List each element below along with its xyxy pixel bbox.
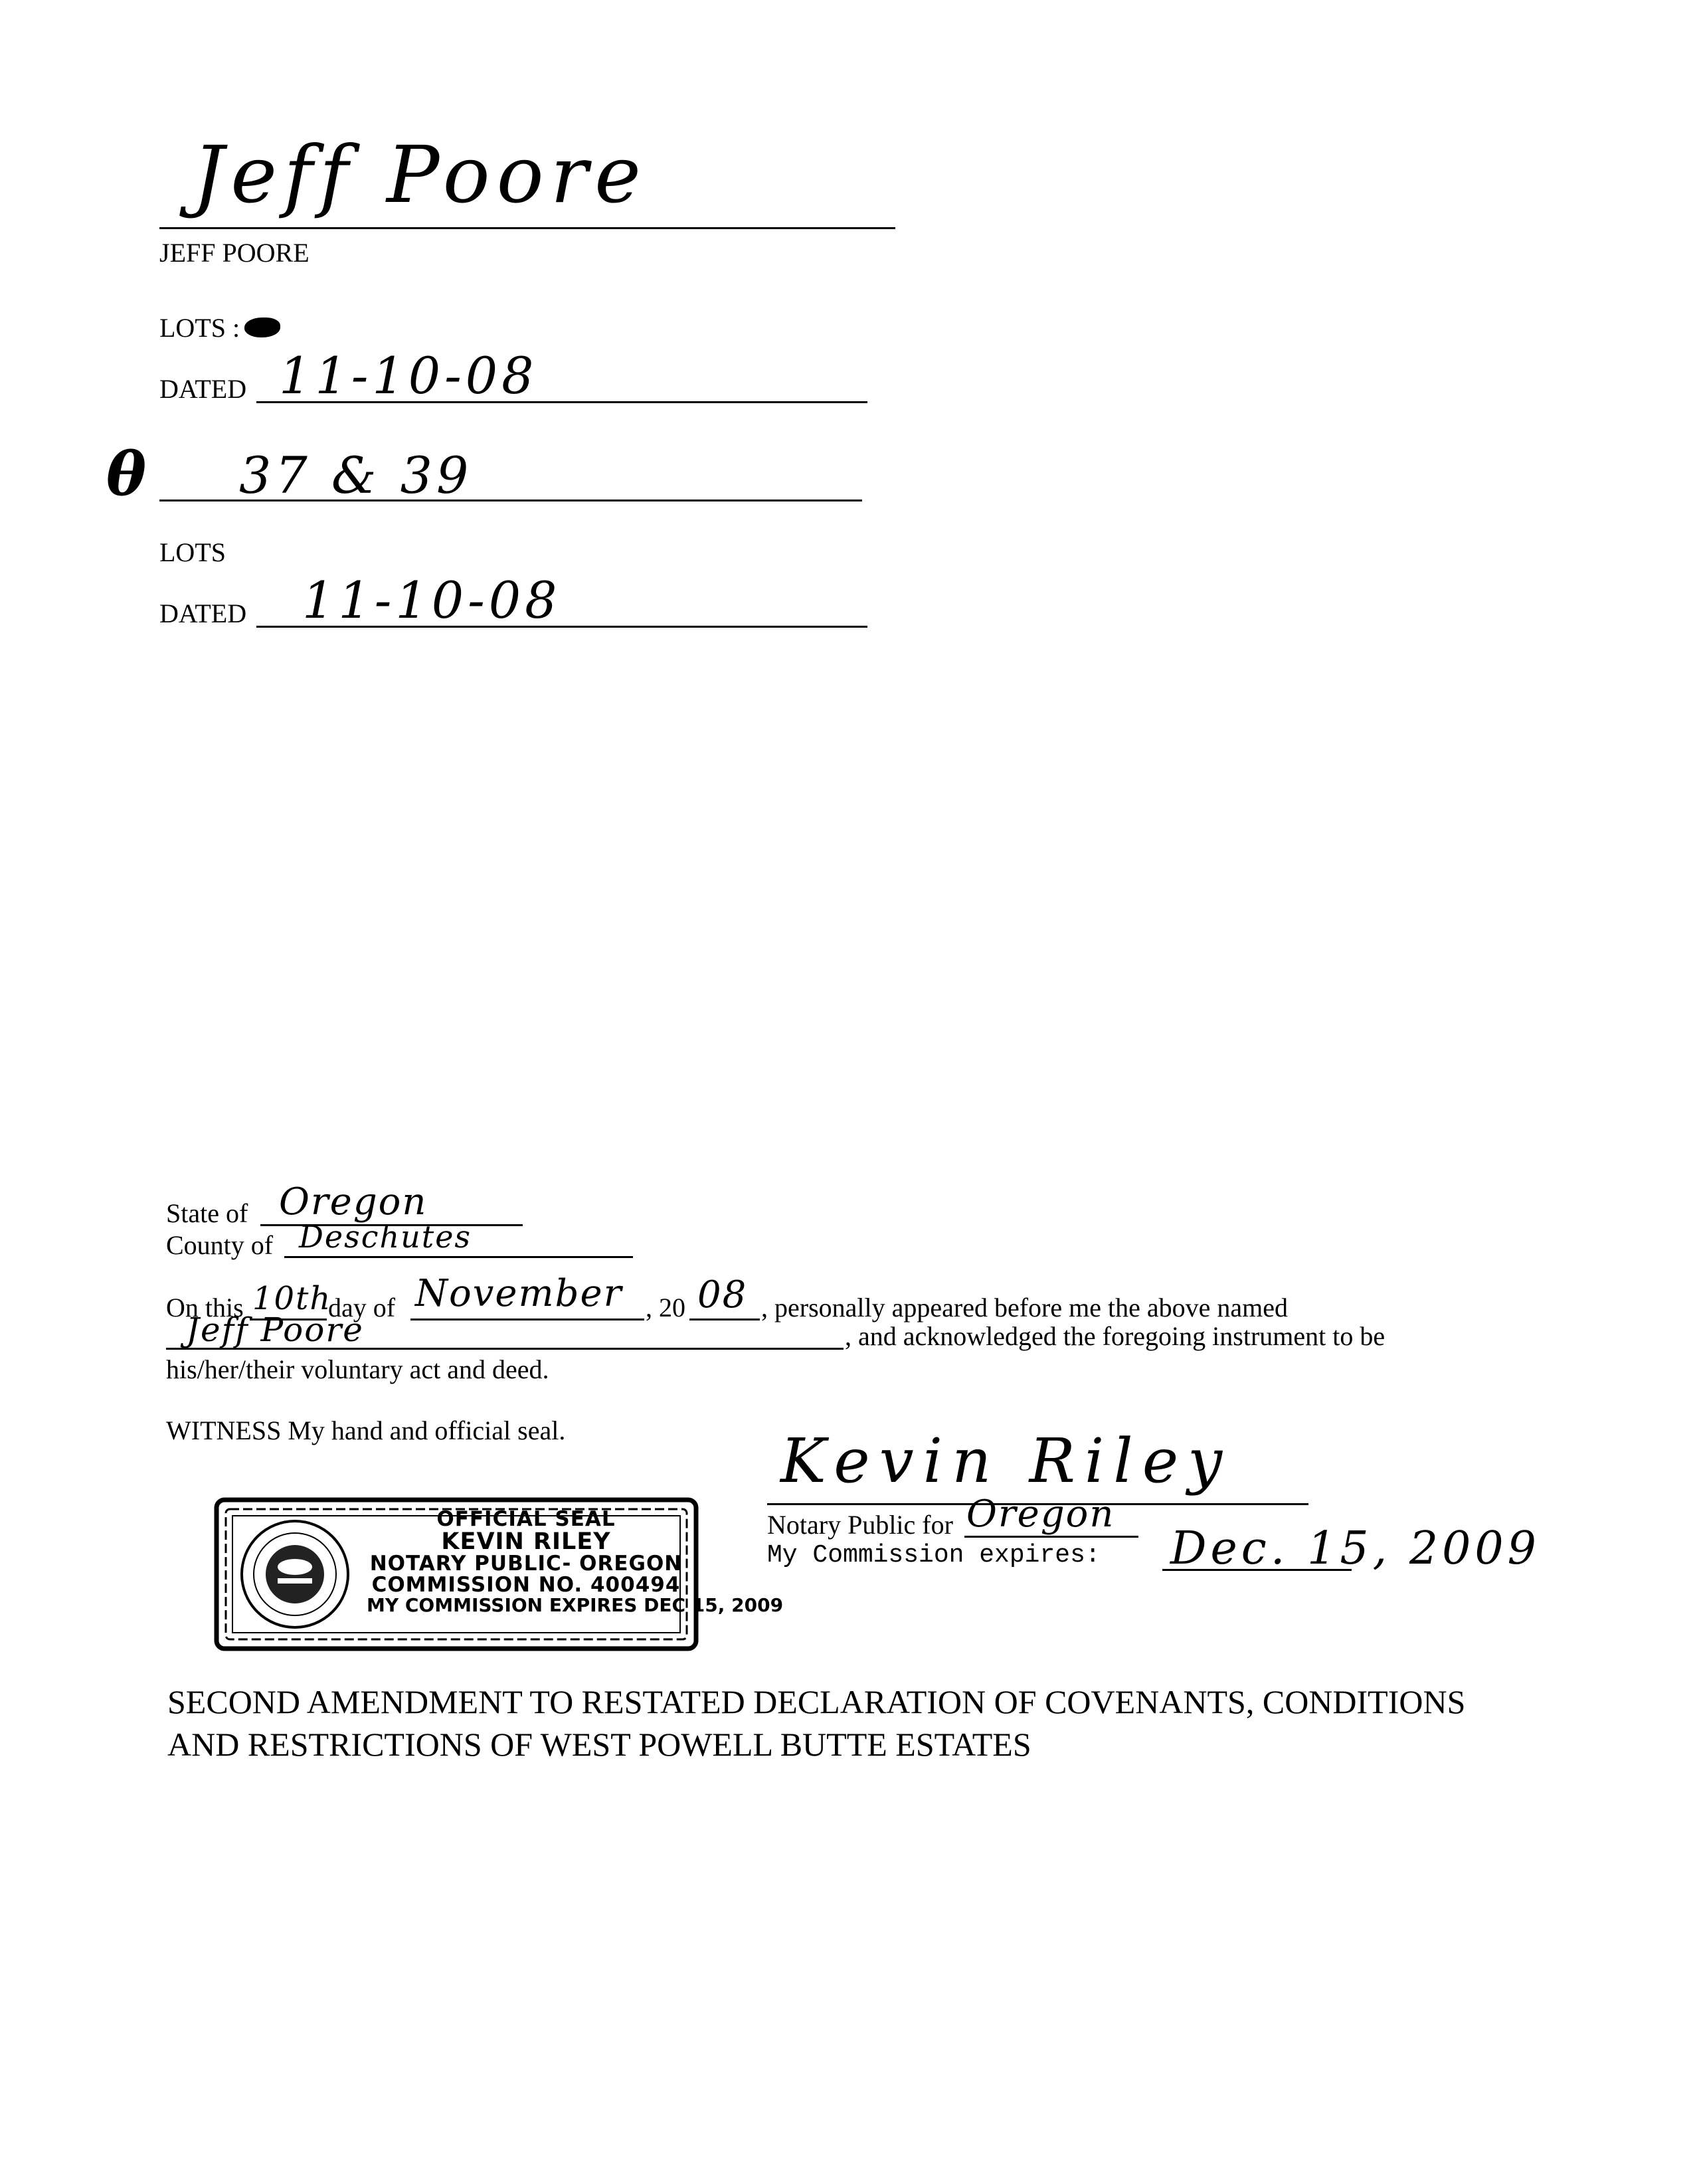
lots-label-2: LOTS (159, 537, 226, 567)
document-title-line-1: SECOND AMENDMENT TO RESTATED DECLARATION OF COVENANTS, CONDITIONS (167, 1683, 1466, 1720)
notary-signature: Kevin Riley (780, 1425, 1232, 1497)
county-value: Deschutes (299, 1219, 472, 1255)
year-value: 08 (697, 1273, 748, 1317)
seal-line-2: KEVIN RILEY (441, 1528, 611, 1555)
county-label: County of (166, 1230, 274, 1260)
signer-name: JEFF POORE (159, 238, 310, 268)
voluntary-text: his/her/their voluntary act and deed. (166, 1354, 549, 1384)
seal-text-block (367, 1507, 784, 1616)
seal-line-5: MY COMMISSION EXPIRES DEC 15, 2009 (367, 1593, 784, 1616)
month-value: November (415, 1272, 623, 1315)
signature-line (159, 227, 895, 229)
year-prefix: , 20 (646, 1293, 685, 1322)
notary-public-label: Notary Public for (767, 1510, 953, 1540)
state-label: State of (166, 1198, 248, 1228)
state-value: Oregon (279, 1180, 428, 1224)
commission-value: Dec. 15, 2009 (1170, 1522, 1540, 1575)
lots-label: LOTS : (159, 313, 240, 343)
official-seal-stamp (214, 1497, 784, 1651)
document-title (167, 1681, 1695, 1766)
acknowledged-text: , and acknowledged the foregoing instrument to be (845, 1321, 1385, 1351)
redaction-mark (244, 318, 280, 337)
appeared-text: , personally appeared before me the above named (761, 1293, 1288, 1322)
appeared-name: Jeff Poore (186, 1311, 364, 1349)
day-of-label: day of (328, 1293, 396, 1322)
commission-label: My Commission expires: (767, 1541, 1101, 1570)
month-line (410, 1319, 644, 1320)
margin-mark: θ (106, 439, 151, 509)
lots-value: 37 & 39 (239, 446, 473, 505)
signer-signature: Jeff Poore (193, 129, 648, 221)
seal-line-1: OFFICIAL SEAL (436, 1507, 616, 1531)
dated-value-2: 11-10-08 (302, 571, 561, 630)
on-this-label: On this (166, 1293, 244, 1322)
day-value: 10th (252, 1280, 332, 1317)
notary-public-state: Oregon (966, 1493, 1115, 1536)
document-title-line-2: AND RESTRICTIONS OF WEST POWELL BUTTE ESTATES (167, 1726, 1031, 1763)
seal-line-4: COMMISSION NO. 400494 (371, 1572, 681, 1597)
year-line (689, 1319, 760, 1320)
notary-public-line (964, 1536, 1138, 1538)
witness-text: WITNESS My hand and official seal. (166, 1415, 566, 1445)
dated-label-2: DATED (159, 598, 247, 628)
seal-line-3: NOTARY PUBLIC- OREGON (369, 1552, 683, 1576)
dated-label: DATED (159, 374, 247, 404)
dated-value: 11-10-08 (279, 346, 538, 405)
